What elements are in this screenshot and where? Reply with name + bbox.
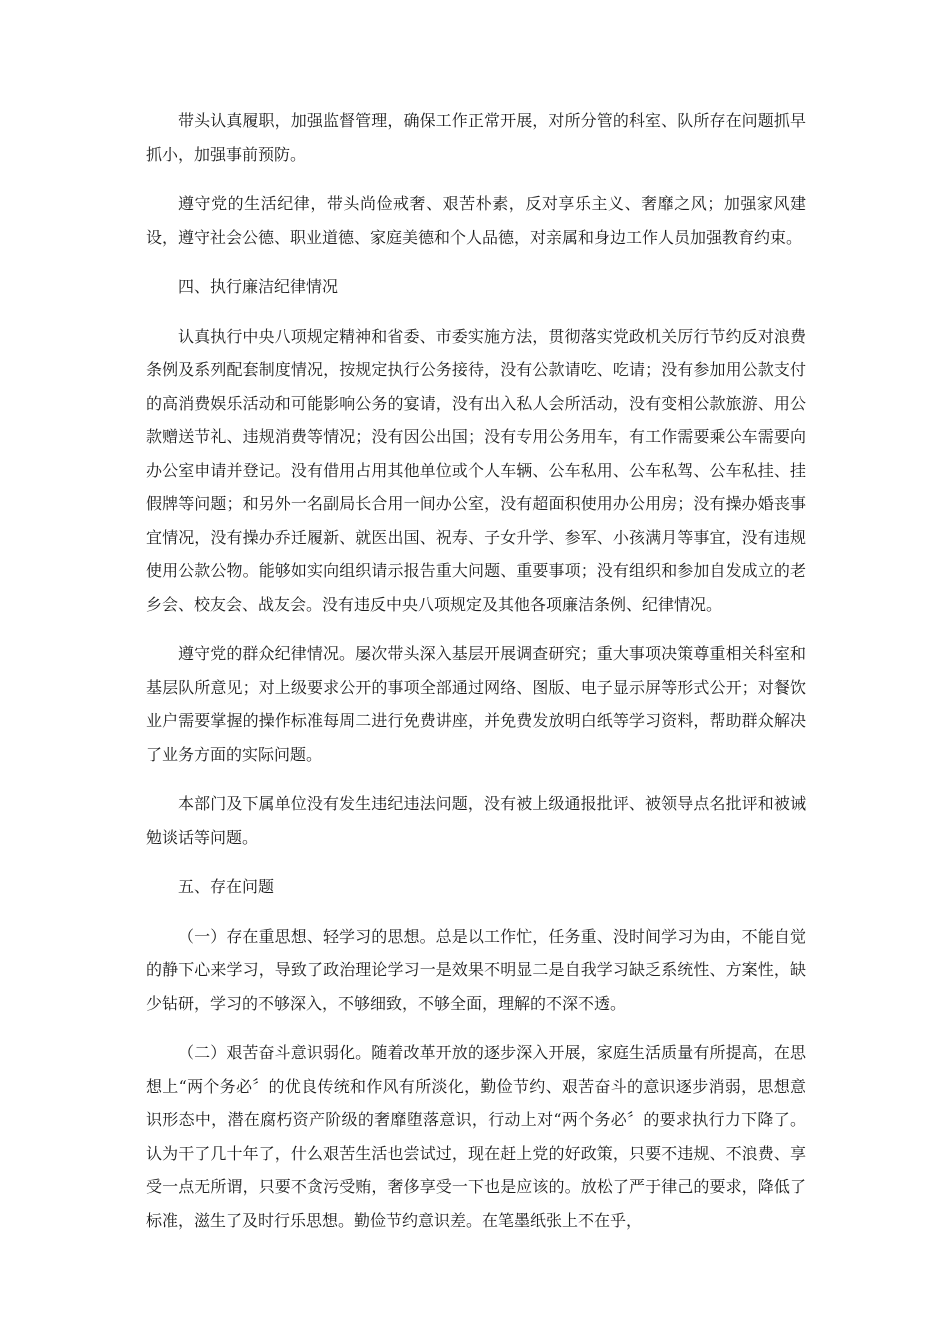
paragraph-eight-rules: 认真执行中央八项规定精神和省委、市委实施方法，贯彻落实党政机关厉行节约反对浪费条例及系列配套制度情况，按规定执行公务接待，没有公款请吃、吃请；没有参加用公款支付的高消费娱乐活动和可能影响公务的宴请，没有出入私人会所活动，没有变相公款旅游、用公款赠送节礼、违规消费等情况；没有因公出国；没有专用公务用车，有工作需要乘公车需要向办公室申请并登记。没有借用占用其他单位或个人车辆、公车私用、公车私驾、公车私挂、挂假牌等问题；和另外一名副局长合用一间办公室，没有超面积使用办公用房；没有操办婚丧事宜情况，没有操办乔迁履新、就医出国、祝寿、子女升学、参军、小孩满月等事宜，没有违规使用公款公物。能够如实向组织请示报告重大问题、重要事项；没有组织和参加自发成立的老乡会、校友会、战友会。没有违反中央八项规定及其他各项廉洁条例、纪律情况。 [146, 326, 806, 614]
paragraph-life-discipline: 遵守党的生活纪律，带头尚俭戒奢、艰苦朴素，反对享乐主义、奢靡之风；加强家风建设，遵守社会公德、职业道德、家庭美德和个人品德，对亲属和身边工作人员加强教育约束。 [146, 194, 806, 247]
paragraph-duty: 带头认真履职，加强监督管理，确保工作正常开展，对所分管的科室、队所存在问题抓早抓小，加强事前预防。 [146, 111, 806, 164]
paragraph-problem-2: （二）艰苦奋斗意识弱化。随着改革开放的逐步深入开展，家庭生活质量有所提高，在思想上“两个务必〞的优良传统和作风有所淡化，勤俭节约、艰苦奋斗的意识逐步消弱，思想意识形态中，潜在腐朽资产阶级的奢靡堕落意识，行动上对“两个务必〞的要求执行力下降了。认为干了几十年了，什么艰苦生活也尝试过，现在赶上党的好政策，只要不违规、不浪费、享受一点无所谓，只要不贪污受贿，奢侈享受一下也是应该的。放松了严于律己的要求，降低了标准，滋生了及时行乐思想。勤俭节约意识差。在笔墨纸张上不在乎， [146, 1043, 806, 1230]
section-heading-integrity: 四、执行廉洁纪律情况 [178, 277, 339, 296]
paragraph-mass-discipline: 遵守党的群众纪律情况。屡次带头深入基层开展调查研究；重大事项决策尊重相关科室和基层队所意见；对上级要求公开的事项全部通过网络、图版、电子显示屏等形式公开；对餐饮业户需要掌握的操作标准每周二进行免费讲座，并免费发放明白纸等学习资料，帮助群众解决了业务方面的实际问题。 [146, 644, 806, 764]
paragraph-no-violations: 本部门及下属单位没有发生违纪违法问题，没有被上级通报批评、被领导点名批评和被诫勉谈话等问题。 [146, 794, 806, 847]
section-heading-problems: 五、存在问题 [178, 877, 275, 896]
document-page [146, 104, 806, 1253]
paragraph-problem-1: （一）存在重思想、轻学习的思想。总是以工作忙，任务重、没时间学习为由，不能自觉的静下心来学习，导致了政治理论学习一是效果不明显二是自我学习缺乏系统性、方案性，缺少钻研，学习的不够深入，不够细致，不够全面，理解的不深不透。 [146, 926, 806, 1013]
